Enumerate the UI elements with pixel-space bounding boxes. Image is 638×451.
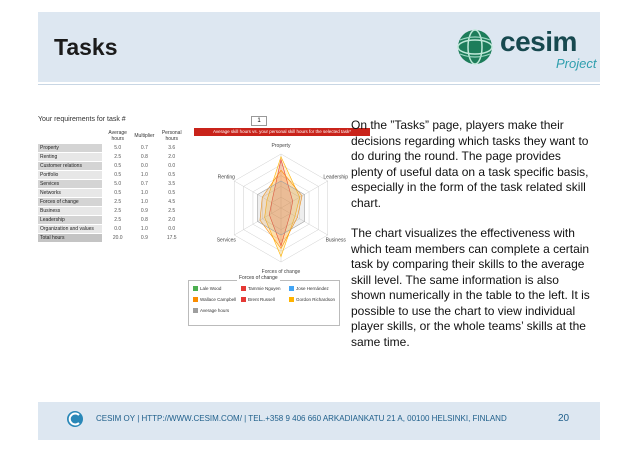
legend-label: Jose Hernández [296, 286, 329, 291]
row-label: Customer relations [38, 162, 102, 171]
row-value: 0.5 [102, 189, 133, 198]
legend-item[interactable] [241, 286, 281, 291]
row-value: 1.0 [133, 198, 155, 207]
row-value: 2.0 [155, 216, 188, 225]
row-value: 5.0 [102, 144, 133, 153]
table-row [38, 189, 188, 198]
radar-axis-label: Renting [217, 174, 235, 181]
requirements-body [38, 144, 188, 243]
row-label: Renting [38, 153, 102, 162]
table-header-empty [38, 128, 102, 144]
globe-icon [456, 28, 494, 66]
row-value: 4.5 [155, 198, 188, 207]
row-value: 2.5 [102, 207, 133, 216]
page-number: 20 [558, 413, 570, 424]
row-value: 1.0 [133, 189, 155, 198]
table-row [38, 198, 188, 207]
table-row [38, 162, 188, 171]
row-value: 0.7 [133, 144, 155, 153]
row-value: 17.5 [155, 234, 188, 243]
radar-axis-label: Leadership [323, 174, 349, 181]
row-value: 2.5 [102, 216, 133, 225]
legend-swatch-icon [289, 297, 294, 302]
legend-label: Gordon Richardson [296, 297, 336, 302]
legend-item[interactable] [193, 297, 236, 302]
legend-item[interactable] [289, 297, 335, 302]
legend-swatch-icon [193, 308, 198, 313]
slide-description [351, 118, 591, 365]
slide-footer [38, 402, 600, 440]
table-row [38, 207, 188, 216]
legend-label: Tammie Nguyen [248, 286, 281, 291]
row-value: 0.5 [155, 171, 188, 180]
row-value: 0.0 [133, 162, 155, 171]
row-value: 0.5 [102, 171, 133, 180]
table-header: Multiplier [134, 133, 155, 139]
legend-swatch-icon [241, 297, 246, 302]
description-paragraph: The chart visualizes the effectiveness with which team members can complete a certain task by comparing their skills to the average skill level. The same information is also shown numerically in the table to the left. It is possible to use the chart to view individual player skills, or the whole teams’ skills at the same time. [351, 226, 590, 349]
row-value: 2.0 [155, 153, 188, 162]
row-label: Services [38, 180, 102, 189]
radar-axis-label: Forces of change [261, 269, 301, 276]
row-value: 3.5 [155, 180, 188, 189]
table-row [38, 225, 188, 234]
slide-title: Tasks [54, 34, 118, 60]
table-row [38, 171, 188, 180]
row-label: Property [38, 144, 102, 153]
table-row [38, 216, 188, 225]
radar-legend [188, 275, 340, 326]
radar-axis-label: Business [325, 237, 346, 244]
legend-label: Average hours [200, 308, 230, 313]
requirements-table [38, 128, 188, 243]
row-value: 0.5 [102, 162, 133, 171]
row-value: 0.9 [133, 207, 155, 216]
radar-axis-label: Property [271, 142, 291, 149]
row-value: 0.8 [133, 153, 155, 162]
footer-contact: CESIM OY | HTTP://WWW.CESIM.COM/ | TEL.+358 9 406 660 ARKADIANKATU 21 A, 00100 HELSINKI, FINLAND [96, 414, 507, 423]
requirements-title: Your requirements for task # [38, 116, 126, 123]
cesim-logo [456, 24, 596, 74]
row-value: 20.0 [102, 234, 133, 243]
row-label: Total hours [38, 234, 102, 243]
legend-item[interactable] [193, 286, 221, 291]
row-label: Networks [38, 189, 102, 198]
row-value: 1.0 [133, 171, 155, 180]
slide [38, 12, 600, 440]
row-value: 0.8 [133, 216, 155, 225]
row-value: 0.7 [133, 180, 155, 189]
logo-name: cesim [500, 26, 577, 57]
logo-subtitle: Project [556, 56, 597, 71]
row-label: Portfolio [38, 171, 102, 180]
row-label: Organization and values [38, 225, 102, 234]
header-divider [38, 84, 600, 85]
row-value: 0.9 [133, 234, 155, 243]
legend-swatch-icon [241, 286, 246, 291]
row-label: Leadership [38, 216, 102, 225]
legend-swatch-icon [193, 286, 198, 291]
legend-item[interactable] [193, 308, 229, 313]
table-row [38, 144, 188, 153]
skill-radar-chart [188, 138, 374, 280]
row-value: 1.0 [133, 225, 155, 234]
legend-label: Wallace Campbell [200, 297, 237, 302]
skill-hours-banner: Average skill hours vs. your personal skill hours for the selected task* [194, 128, 370, 136]
row-value: 0.0 [102, 225, 133, 234]
table-header: Personal hours [161, 130, 182, 142]
row-value: 5.0 [102, 180, 133, 189]
row-value: 0.0 [155, 225, 188, 234]
tasks-screenshot [38, 116, 374, 344]
row-label: Forces of change [38, 198, 102, 207]
description-paragraph: On the ”Tasks” page, players make their decisions regarding which tasks they want to do during the round. The page provides plenty of useful data on a task specific basis, especially in the form of the task related skill chart. [351, 118, 589, 210]
legend-swatch-icon [289, 286, 294, 291]
legend-label: Brent Russell [248, 297, 275, 302]
table-row [38, 180, 188, 189]
task-stepper[interactable]: 1 [251, 116, 267, 126]
row-value: 2.5 [102, 153, 133, 162]
legend-item[interactable] [289, 286, 329, 291]
row-label: Business [38, 207, 102, 216]
table-row [38, 153, 188, 162]
cesim-small-icon [66, 410, 84, 428]
table-header: Average hours [108, 130, 127, 142]
legend-title: Forces of change [239, 275, 278, 281]
legend-item[interactable] [241, 297, 275, 302]
legend-label: Lale Wood [200, 286, 222, 291]
radar-axis-label: Services [216, 237, 236, 244]
slide-header [38, 12, 600, 82]
legend-swatch-icon [193, 297, 198, 302]
row-value: 0.5 [155, 189, 188, 198]
row-value: 2.5 [155, 207, 188, 216]
row-value: 3.6 [155, 144, 188, 153]
row-value: 0.0 [155, 162, 188, 171]
row-value: 2.5 [102, 198, 133, 207]
table-row [38, 234, 188, 243]
